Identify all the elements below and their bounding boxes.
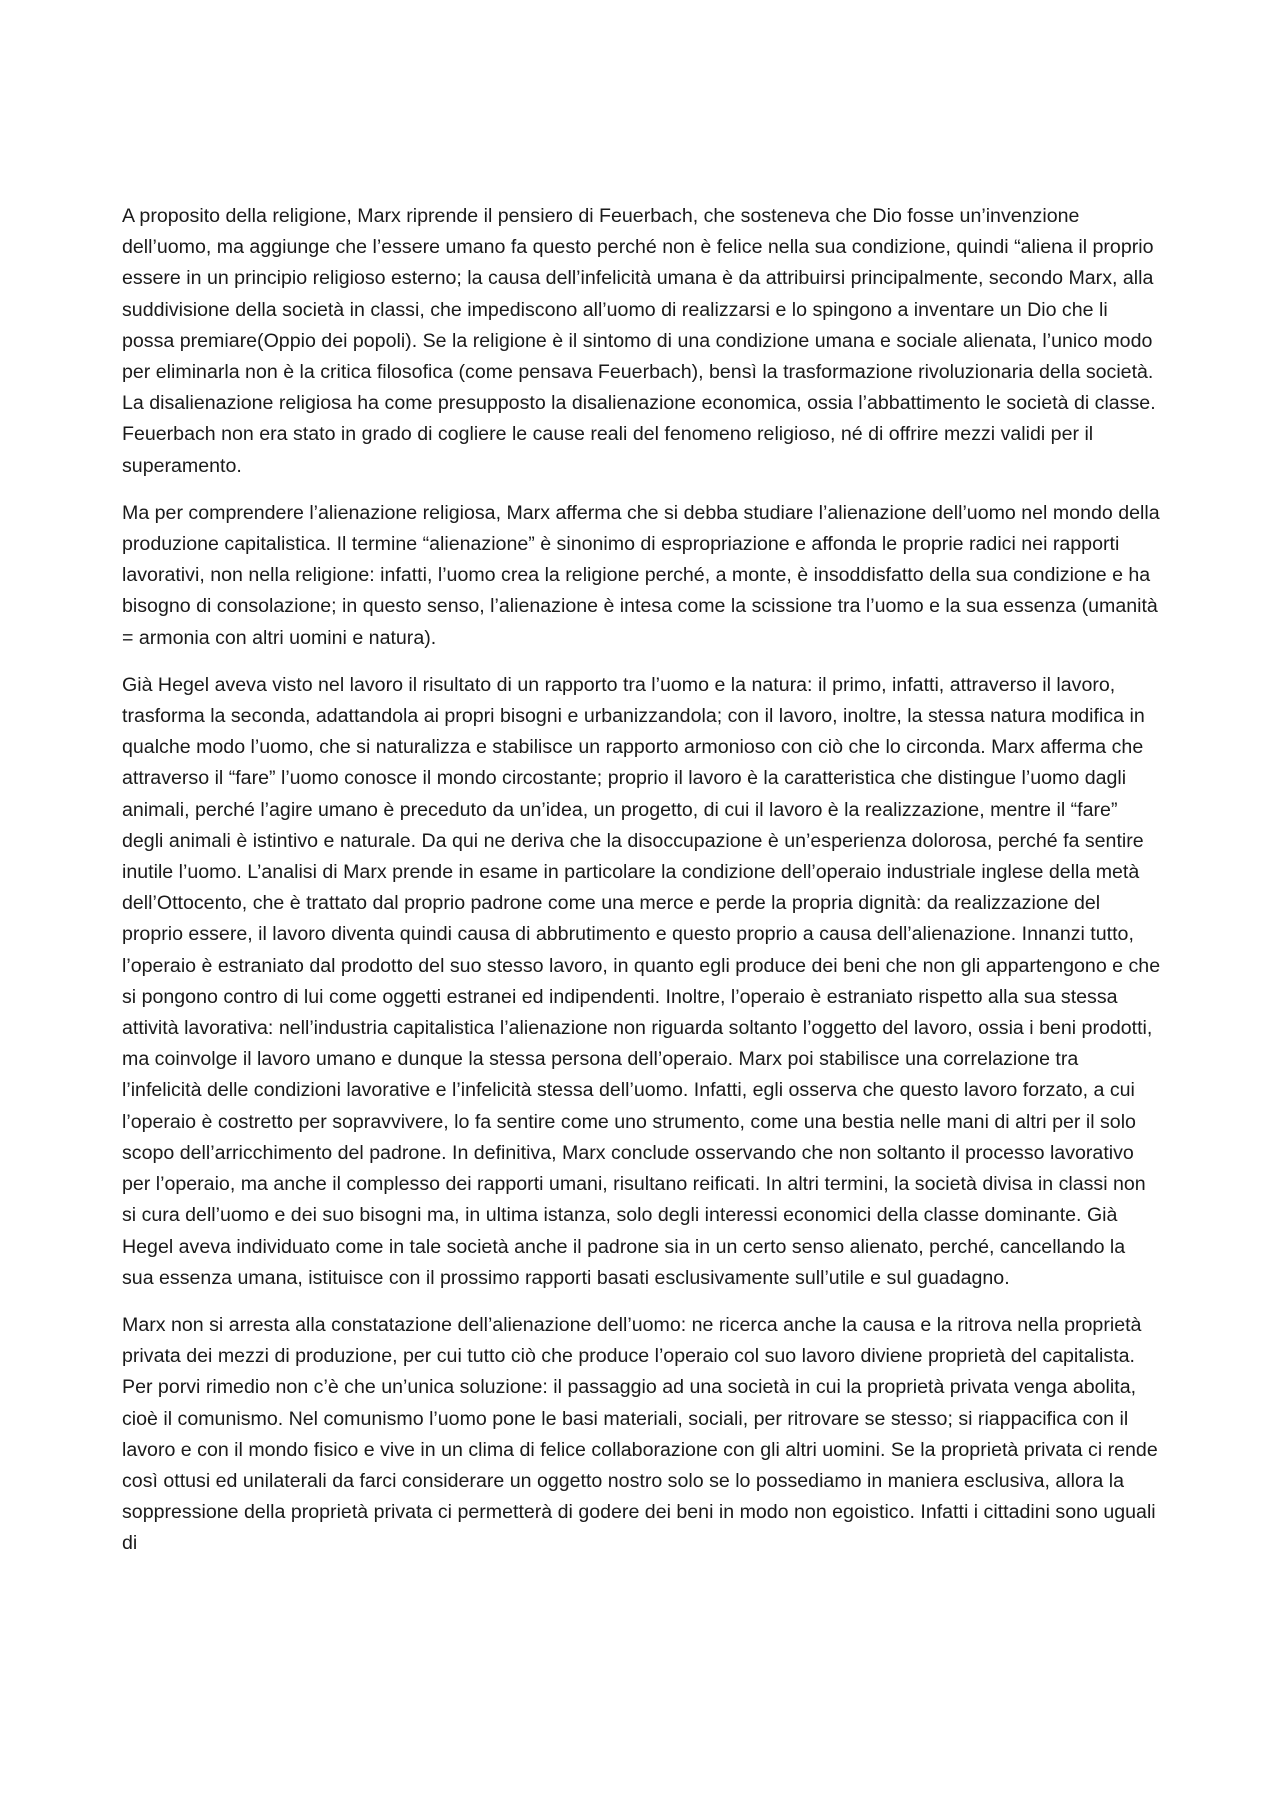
paragraph-lavoro: Già Hegel aveva visto nel lavoro il risultato di un rapporto tra l’uomo e la natura: il primo, infatti, attraverso il lavoro, trasforma la seconda, adattandola ai propri bisogni e urbanizzandola; con il lavoro, inoltre, la stessa natura modifica in qualche modo l’uomo, che si naturalizza e stabilisce un rapporto armonioso con ciò che lo circonda. Marx afferma che attraverso il “fare” l’uomo conosce il mondo circostante; proprio il lavoro è la caratteristica che distingue l’uomo dagli animali, perché l’agire umano è preceduto da un’idea, un progetto, di cui il lavoro è la realizzazione, mentre il “fare” degli animali è istintivo e naturale. Da qui ne deriva che la disoccupazione è un’esperienza dolorosa, perché fa sentire inutile l’uomo. L’analisi di Marx prende in esame in particolare la condizione dell’operaio industriale inglese della metà dell’Ottocento, che è trattato dal proprio padrone come una merce e perde la propria dignità: da realizzazione del proprio essere, il lavoro diventa quindi causa di abbrutimento e questo proprio a causa dell’alienazione. Innanzi tutto, l’operaio è estraniato dal prodotto del suo stesso lavoro, in quanto egli produce dei beni che non gli appartengono e che si pongono contro di lui come oggetti estranei ed indipendenti. Inoltre, l’operaio è estraniato rispetto alla sua stessa attività lavorativa: nell’industria capitalistica l’alienazione non riguarda soltanto l’oggetto del lavoro, ossia i beni prodotti, ma coinvolge il lavoro umano e dunque la stessa persona dell’operaio. Marx poi stabilisce una correlazione tra l’infelicità delle condizioni lavorative e l’infelicità stessa dell’uomo. Infatti, egli osserva che questo lavoro forzato, a cui l’operaio è costretto per sopravvivere, lo fa sentire come uno strumento, come una bestia nelle mani di altri per il solo scopo dell’arricchimento del padrone. In definitiva, Marx conclude osservando che non soltanto il processo lavorativo per l’operaio, ma anche il complesso dei rapporti umani, risultano reificati. In altri termini, la società divisa in classi non si cura dell’uomo e dei suo bisogni ma, in ultima istanza, solo degli interessi economici della classe dominante. Già Hegel aveva individuato come in tale società anche il padrone sia in un certo senso alienato, perché, cancellando la sua essenza umana, istituisce con il prossimo rapporti basati esclusivamente sull’utile e sul guadagno.	[122, 673, 1161, 1289]
document-body	[122, 201, 1162, 1576]
paragraph-alienazione: Ma per comprendere l’alienazione religiosa, Marx afferma che si debba studiare l’alienazione dell’uomo nel mondo della produzione capitalistica. Il termine “alienazione” è sinonimo di espropriazione e affonda le proprie radici nei rapporti lavorativi, non nella religione: infatti, l’uomo crea la religione perché, a monte, è insoddisfatto della sua condizione e ha bisogno di consolazione; in questo senso, l’alienazione è intesa come la scissione tra l’uomo e la sua essenza (umanità = armonia con altri uomini e natura).	[122, 501, 1160, 649]
paragraph-religione: A proposito della religione, Marx riprende il pensiero di Feuerbach, che sosteneva che Dio fosse un’invenzione dell’uomo, ma aggiunge che l’essere umano fa questo perché non è felice nella sua condizione, quindi “aliena il proprio essere in un principio religioso esterno; la causa dell’infelicità umana è da attribuirsi principalmente, secondo Marx, alla suddivisione della società in classi, che impediscono all’uomo di realizzarsi e lo spingono a inventare un Dio che li possa premiare(Oppio dei popoli). Se la religione è il sintomo di una condizione umana e sociale alienata, l’unico modo per eliminarla non è la critica filosofica (come pensava Feuerbach), bensì la trasformazione rivoluzionaria della società. La disalienazione religiosa ha come presupposto la disalienazione economica, ossia l’abbattimento le società di classe. Feuerbach non era stato in grado di cogliere le cause reali del fenomeno religioso, né di offrire mezzi validi per il superamento.	[122, 205, 1156, 477]
paragraph-proprieta-privata: Marx non si arresta alla constatazione dell’alienazione dell’uomo: ne ricerca anche la causa e la ritrova nella proprietà privata dei mezzi di produzione, per cui tutto ciò che produce l’operaio col suo lavoro diviene proprietà del capitalista. Per porvi rimedio non c’è che un’unica soluzione: il passaggio ad una società in cui la proprietà privata venga abolita, cioè il comunismo. Nel comunismo l’uomo pone le basi materiali, sociali, per ritrovare se stesso; si riappacifica con il lavoro e con il mondo fisico e vive in un clima di felice collaborazione con gli altri uomini. Se la proprietà privata ci rende così ottusi ed unilaterali da farci considerare un oggetto nostro solo se lo possediamo in maniera esclusiva, allora la soppressione della proprietà privata ci permetterà di godere dei beni in modo non egoistico. Infatti i cittadini sono uguali di	[122, 1313, 1158, 1555]
